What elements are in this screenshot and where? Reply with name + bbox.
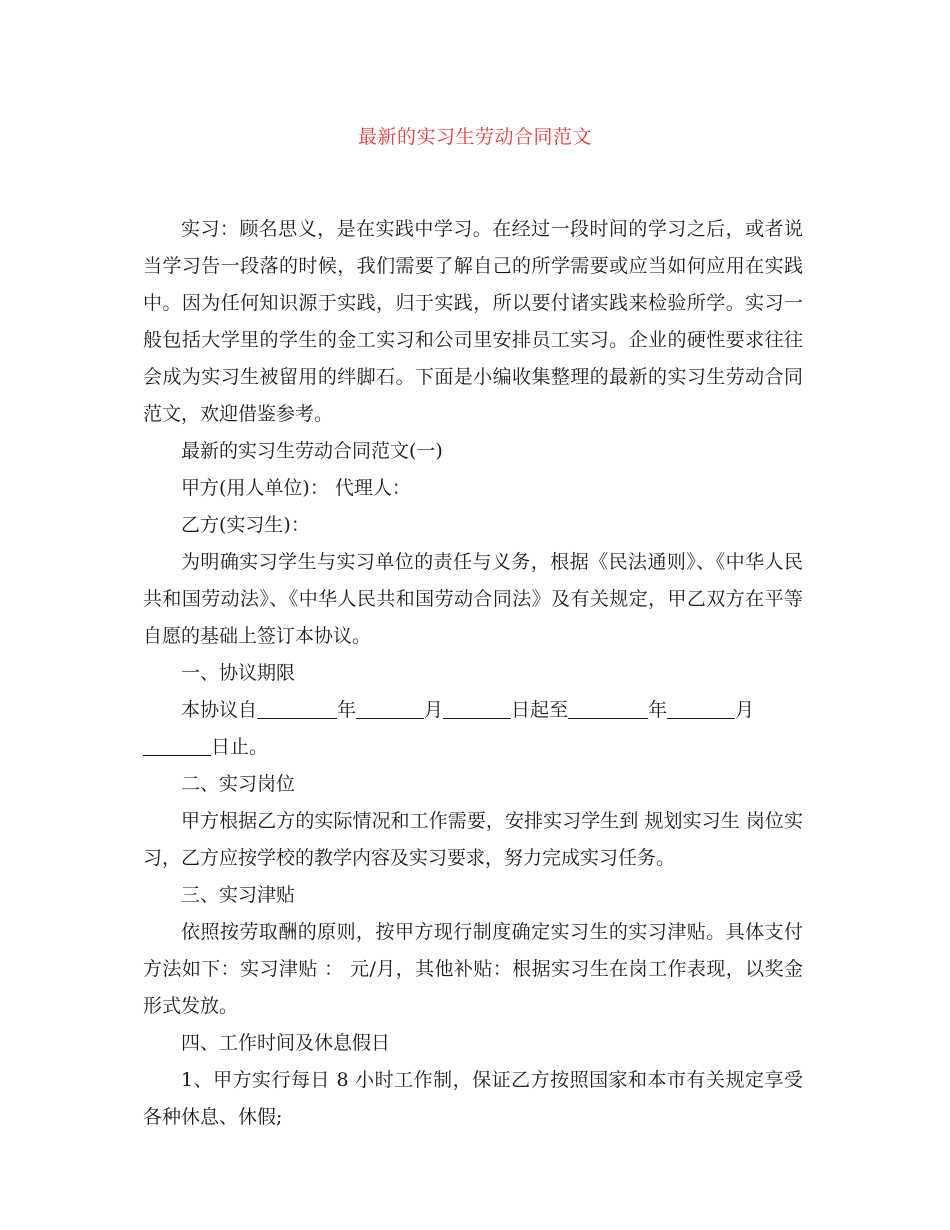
contract-heading: 最新的实习生劳动合同范文(一) (181, 440, 443, 462)
party-b-line: 乙方(实习生)： (181, 514, 310, 536)
document-title: 最新的实习生劳动合同范文 (357, 126, 592, 148)
blank-start-year (257, 698, 337, 719)
section-4-item-1: 1、甲方实行每日 8 小时工作制，保证乙方按照国家和本市有关规定享受各种休息、休假; (143, 1069, 803, 1128)
section-2-title: 二、实习岗位 (181, 773, 296, 795)
term-prefix: 本协议自 (181, 699, 258, 721)
blank-end-day (143, 735, 211, 756)
term-month-label: 月 (424, 699, 444, 721)
term-day-end-label: 日止。 (211, 736, 269, 758)
section-4-title: 四、工作时间及休息假日 (181, 1032, 391, 1054)
intro-paragraph: 实习：顾名思义，是在实践中学习。在经过一段时间的学习之后，或者说当学习告一段落的时候，我们需要了解自己的所学需要或应当如何应用在实践中。因为任何知识源于实践，归于实践，所以要付诸实践来检验所学。实习一般包括大学里的学生的金工实习和公司里安排员工实习。企业的硬性要求往往会成为实习生被留用的绊脚石。下面是小编收集整理的最新的实习生劳动合同范文，欢迎借鉴参考。 (143, 218, 803, 425)
section-2-body: 甲方根据乙方的实际情况和工作需要，安排实习学生到 规划实习生 岗位实习，乙方应按学校的教学内容及实习要求，努力完成实习任务。 (143, 810, 803, 869)
term-year-label: 年 (337, 699, 357, 721)
term-paragraph (143, 692, 803, 766)
blank-end-month (667, 698, 735, 719)
blank-start-day (443, 698, 511, 719)
section-1-title: 一、协议期限 (181, 662, 296, 684)
purpose-paragraph: 为明确实习学生与实习单位的责任与义务，根据《民法通则》、《中华人民共和国劳动法》、《中华人民共和国劳动合同法》及有关规定，甲乙双方在平等自愿的基础上签订本协议。 (143, 551, 803, 647)
term-year2-label: 年 (648, 699, 668, 721)
section-3-title: 三、实习津贴 (181, 884, 296, 906)
section-3-body: 依照按劳取酬的原则，按甲方现行制度确定实习生的实习津贴。具体支付方法如下：实习津贴 ： 元/月，其他补贴：根据实习生在岗工作表现，以奖金形式发放。 (143, 921, 803, 1017)
term-month2-label: 月 (735, 699, 755, 721)
term-day-from-label: 日起至 (511, 699, 569, 721)
party-a-line: 甲方(用人单位)： 代理人： (181, 477, 411, 499)
blank-end-year (568, 698, 648, 719)
blank-start-month (356, 698, 424, 719)
document-body (143, 211, 803, 1136)
